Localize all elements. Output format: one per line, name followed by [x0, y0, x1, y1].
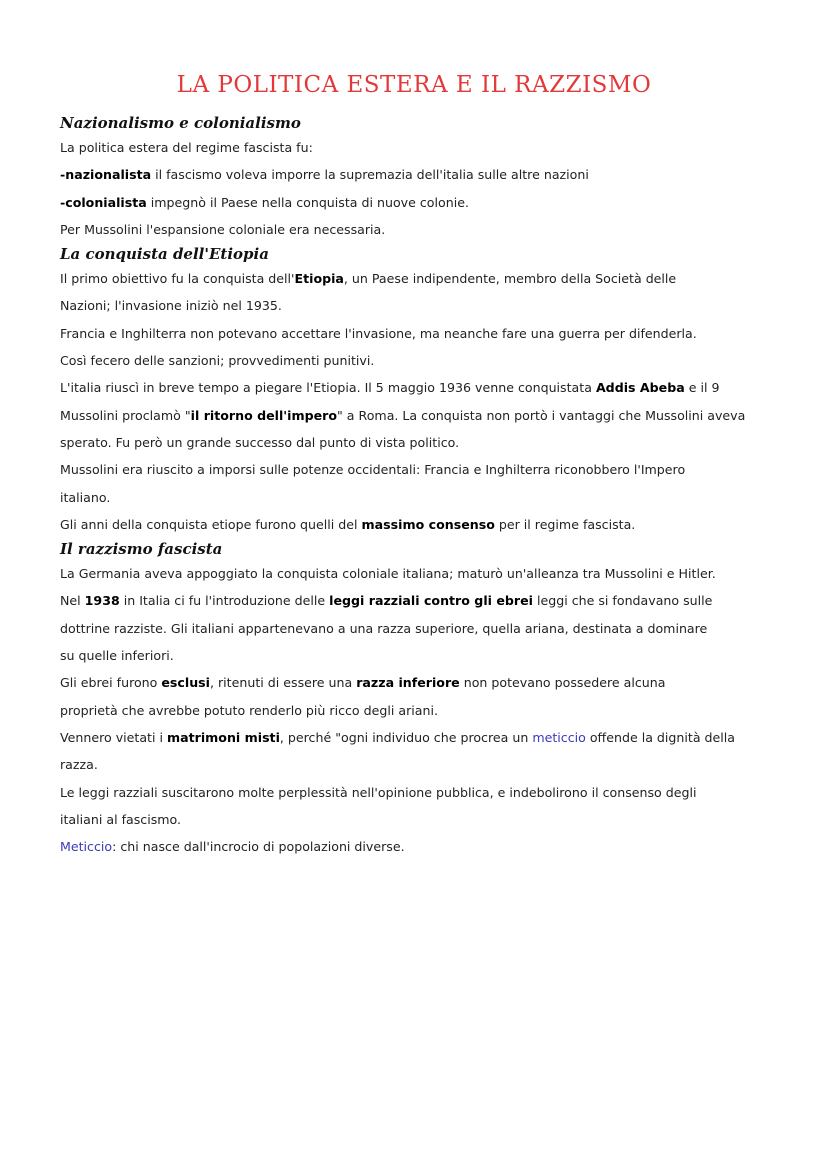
bold-term: massimo consenso	[361, 516, 495, 532]
text-line	[60, 134, 780, 161]
text-line	[60, 779, 780, 806]
text-line	[60, 347, 780, 374]
text-line	[60, 511, 780, 538]
bold-term: leggi razziali contro gli ebrei	[329, 593, 533, 609]
section	[60, 243, 780, 538]
text-line	[60, 484, 780, 511]
text-segment: L'italia riuscì in breve tempo a piegare l'Etiopia. Il 5 maggio 1936 venne conquistata	[60, 380, 596, 396]
text-segment: Francia e Inghilterra non potevano accettare l'invasione, ma neanche fare una guerra per difenderla.	[60, 325, 697, 341]
text-segment: Per Mussolini l'espansione coloniale era necessaria.	[60, 221, 386, 237]
text-line	[60, 587, 780, 614]
text-segment: Nel	[60, 593, 85, 609]
bold-term: 1938	[84, 593, 120, 609]
highlighted-term: Meticcio	[60, 839, 113, 855]
text-segment: Il primo obiettivo fu la conquista dell'	[60, 271, 295, 287]
page-title: LA POLITICA ESTERA E IL RAZZISMO	[176, 72, 652, 98]
text-line	[60, 161, 780, 188]
text-segment: dottrine razziste. Gli italiani appartenevano a una razza superiore, quella ariana, destinata a dominare	[60, 620, 708, 636]
text-line	[60, 560, 780, 587]
bold-term: -nazionalista	[60, 167, 152, 183]
text-segment: in Italia ci fu l'introduzione delle	[119, 593, 330, 609]
text-line	[60, 669, 780, 696]
text-segment: razza.	[60, 757, 98, 773]
text-segment: : chi nasce dall'incrocio di popolazioni diverse.	[112, 839, 405, 855]
bold-term: il ritorno dell'impero	[190, 407, 338, 423]
text-line	[60, 642, 780, 669]
text-segment: Mussolini proclamò "	[60, 407, 191, 423]
text-segment: e il 9	[684, 380, 720, 396]
text-line	[60, 402, 780, 429]
text-segment: Nazioni; l'invasione iniziò nel 1935.	[60, 298, 282, 314]
text-segment: su quelle inferiori.	[60, 648, 174, 664]
text-line	[60, 833, 780, 860]
text-line	[60, 615, 780, 642]
bold-term: matrimoni misti	[167, 729, 280, 745]
text-line	[60, 724, 780, 751]
text-segment: " a Roma. La conquista non portò i vantaggi che Mussolini aveva	[337, 407, 746, 423]
text-segment: non potevano possedere alcuna	[459, 675, 666, 691]
section-heading: Nazionalismo e colonialismo	[60, 114, 301, 132]
text-segment: Gli ebrei furono	[60, 675, 162, 691]
text-segment: , un Paese indipendente, membro della Società delle	[343, 271, 677, 287]
bold-term: -colonialista	[60, 194, 147, 210]
section-heading: Il razzismo fascista	[60, 540, 223, 559]
section	[60, 538, 780, 860]
text-segment: il fascismo voleva imporre la supremazia dell'italia sulle altre nazioni	[151, 167, 589, 183]
text-line	[60, 456, 780, 483]
bold-term: razza inferiore	[356, 675, 460, 691]
text-segment: sperato. Fu però un grande successo dal punto di vista politico.	[60, 434, 460, 450]
highlighted-term: meticcio	[532, 729, 586, 745]
text-line	[60, 806, 780, 833]
text-segment: Vennero vietati i	[60, 729, 168, 745]
bold-term: Addis Abeba	[595, 380, 685, 396]
text-line	[60, 374, 780, 401]
text-line	[60, 429, 780, 456]
text-segment: La Germania aveva appoggiato la conquista coloniale italiana; maturò un'alleanza tra Mussolini e Hitler.	[60, 566, 716, 582]
text-segment: Mussolini era riuscito a imporsi sulle potenze occidentali: Francia e Inghilterra riconobbero l'Impero	[60, 462, 686, 478]
text-line	[60, 320, 780, 347]
text-segment: Gli anni della conquista etiope furono quelli del	[60, 516, 362, 532]
text-segment: leggi che si fondavano sulle	[532, 593, 713, 609]
text-segment: offende la dignità della	[585, 729, 736, 745]
text-segment: impegnò il Paese nella conquista di nuove colonie.	[146, 194, 469, 210]
text-line	[60, 189, 780, 216]
notes-content	[60, 112, 780, 860]
bold-term: esclusi	[161, 675, 210, 691]
text-segment: La politica estera del regime fascista fu:	[60, 140, 313, 155]
text-segment: per il regime fascista.	[494, 516, 636, 532]
text-segment: , perché "ogni individuo che procrea un	[279, 729, 533, 745]
text-line	[60, 292, 780, 319]
text-line	[60, 751, 780, 778]
section-heading: La conquista dell'Etiopia	[60, 245, 269, 264]
bold-term: Etiopia	[294, 271, 344, 287]
text-line	[60, 265, 780, 292]
text-segment: Così fecero delle sanzioni; provvedimenti punitivi.	[60, 353, 375, 369]
text-line	[60, 697, 780, 724]
text-segment: , ritenuti di essere una	[209, 675, 357, 691]
text-line	[60, 216, 780, 243]
text-segment: proprietà che avrebbe potuto renderlo più ricco degli ariani.	[60, 702, 438, 718]
section	[60, 112, 780, 243]
text-segment: Le leggi razziali suscitarono molte perplessità nell'opinione pubblica, e indebolirono il consenso degli	[60, 784, 697, 800]
text-segment: italiano.	[60, 489, 111, 505]
text-segment: italiani al fascismo.	[60, 811, 182, 827]
